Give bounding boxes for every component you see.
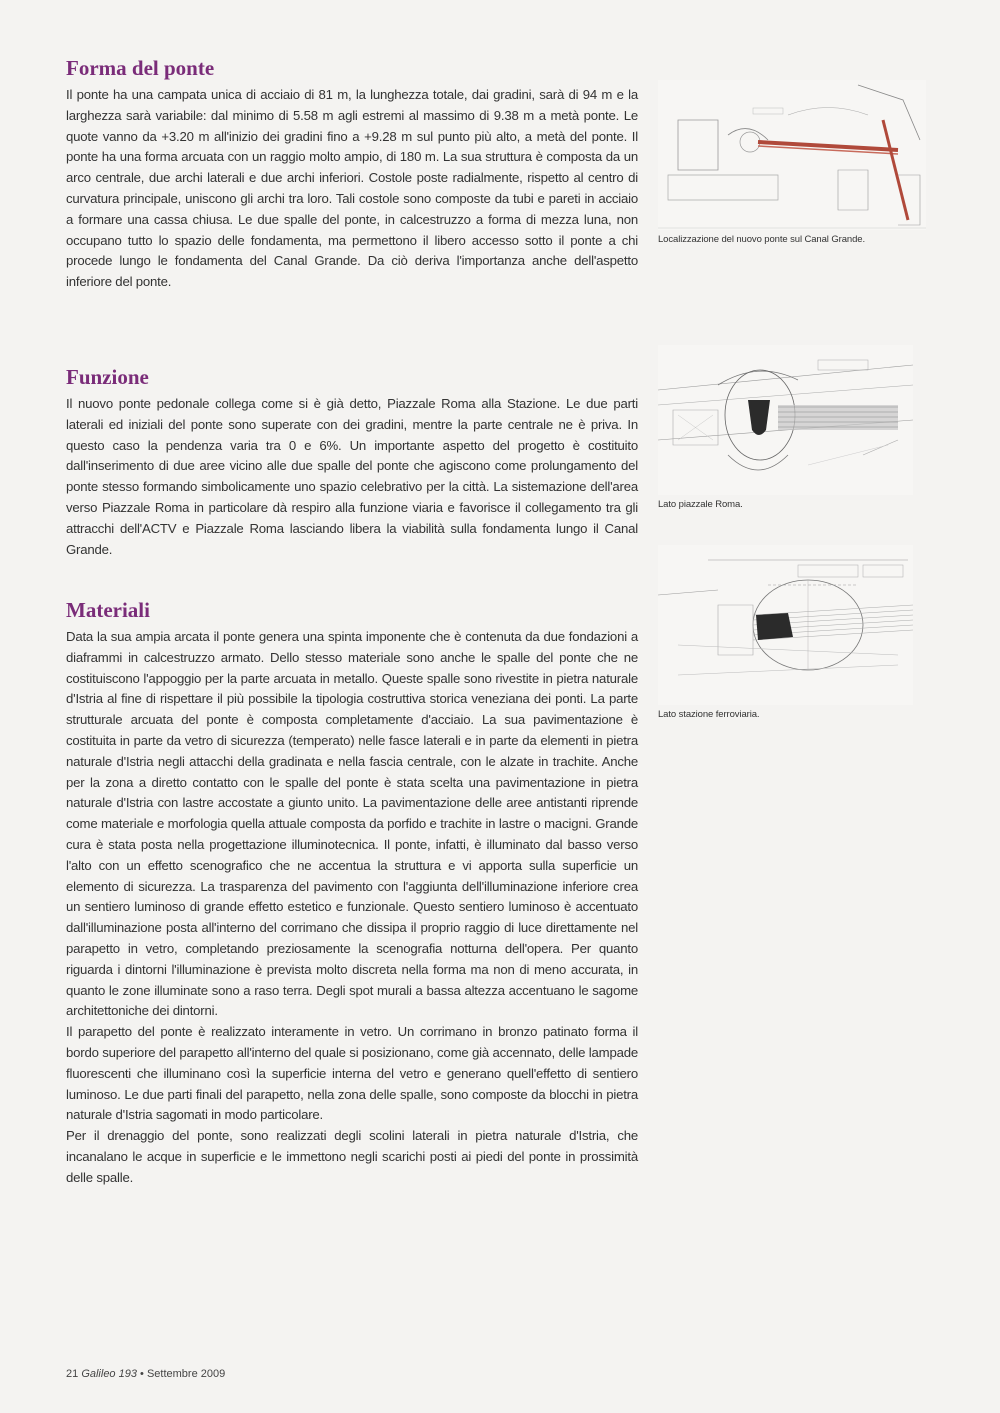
figure-caption: Lato stazione ferroviaria. — [658, 709, 760, 720]
section-heading: Forma del ponte — [66, 56, 215, 80]
figure-bridge-location — [658, 80, 926, 245]
section-paragraph: Il ponte ha una campata unica di acciaio di 81 m, la lunghezza totale, dai gradini, sarà di 94 m e la larghezza sarà variabile: dal minimo di 5.58 m agli estremi al massimo di 9.38 m a metà ponte. Le quote vanno da +3.20 m all'inizio dei gradini fino a +9.28 m sul punto più alto, a metà del ponte. Il ponte ha una forma arcuata con un raggio molto ampio, di 180 m. La sua struttura è composta da un arco centrale, due archi laterali e due archi inferiori. Costole poste radialmente, rispetto al centro di curvatura principale, uniscono gli archi tra loro. Tali costole sono composte da tubi e pareti in acciaio a formare una cassa chiusa. Le due spalle del ponte, in calcestruzzo a forma di mezza luna, non occupano tutto lo spazio delle fondamenta, ma permettono il libero accesso sotto il ponte a chi procede lungo le fondamenta del Canal Grande. Da ciò deriva l'importanza anche dell'aspetto inferiore del ponte. — [66, 87, 638, 290]
section-paragraph: Il parapetto del ponte è realizzato interamente in vetro. Un corrimano in bronzo patinato forma il bordo superiore del parapetto all'interno del quale si posizionano, come già accennato, delle lampade fluorescenti che illuminano così la superficie interna del vetro e generano quell'effetto di sentiero luminoso. Le due parti finali del parapetto, nella zona delle spalle, sono composte da blocchi in pietra naturale d'Istria sagomati in modo particolare. — [66, 1024, 638, 1123]
stazione-drawing — [658, 545, 913, 705]
section-heading: Funzione — [66, 365, 149, 389]
magazine-name: Galileo 193 — [81, 1368, 137, 1380]
section-heading: Materiali — [66, 598, 150, 622]
figure-piazzale-roma-side — [658, 345, 926, 510]
section-paragraph: Data la sua ampia arcata il ponte genera una spinta imponente che è contenuta da due fondazioni a diaframmi in calcestruzzo armato. Dello stesso materiale sono anche le spalle del ponte che ne costituiscono l'appoggio per la parte arcuata in metallo. Queste spalle sono rivestite in pietra naturale d'Istria al fine di rispettare il più possibile la tipologia costruttiva storica veneziana dei ponti. La parte strutturale arcuata del ponte è composta completamente d'acciaio. La sua pavimentazione è costituita in parte da vetro di sicurezza (temperato) nelle fasce laterali e in parte da elementi in pietra naturale d'Istria negli attacchi della gradinata e nella fascia centrale, con le alzate in trachite. Anche per la zona a diretto contatto con le spalle del ponte è stata scelta una pavimentazione in pietra naturale d'Istria con lastre accostate a giunto unito. La pavimentazione delle aree antistanti riprende come materiale e morfologia quella attuale composta da porfido e trachite in lastre o macigni. Grande cura è stata posta nella progettazione illuminotecnica. Il ponte, infatti, è illuminato dal basso verso l'alto con un effetto scenografico che ne accentua la struttura e vi apporta sulla superficie un elemento di sicurezza. La trasparenza del pavimento con l'aggiunta dell'illuminazione inferiore crea un sentiero luminoso di grande effetto estetico e funzionale. Questo sentiero luminoso è accentuato dall'illuminazione posta all'interno del corrimano che dissipa il proprio raggio di luce direttamente nel parapetto in vetro, completando preziosamente la scenografia notturna dell'opera. Per quanto riguarda i dintorni l'illuminazione è prevista molto discreta nella forma ma non di meno accurata, in quanto le zone illuminate sono a raso terra. Degli spot murali a bassa altezza accentuano le sagome architettoniche dei dintorni. — [66, 629, 638, 1019]
figure-stazione-side — [658, 545, 926, 720]
section-materiali — [66, 597, 638, 1189]
page-footer — [66, 1368, 225, 1380]
section-forma-del-ponte — [66, 55, 638, 293]
page-number: 21 — [66, 1368, 79, 1380]
piazzale-roma-drawing — [658, 345, 913, 495]
footer-separator: • — [140, 1368, 144, 1380]
section-paragraph: Il nuovo ponte pedonale collega come si è già detto, Piazzale Roma alla Stazione. Le due parti laterali ed iniziali del ponte sono superate con dei gradini, mentre la parte centrale ne è priva. In questo caso la pendenza varia tra 0 e 6%. Un importante aspetto del progetto è costituito dall'inserimento di due aree vicino alle due spalle del ponte che agiscono come prolungamento del ponte stesso formando simbolicamente uno spazio celebrativo per la città. La sistemazione dell'area verso Piazzale Roma in particolare dà respiro alla funzione viaria e favorisce il collegamento tra gli attracchi dell'ACTV e Piazzale Roma lasciando libera la viabilità sulla fondamenta lungo il Canal Grande. — [66, 396, 638, 557]
figure-caption: Localizzazione del nuovo ponte sul Canal Grande. — [658, 234, 865, 245]
bridge-location-drawing — [658, 80, 926, 230]
section-funzione — [66, 364, 638, 560]
issue-date: Settembre 2009 — [146, 1368, 226, 1380]
figure-caption: Lato piazzale Roma. — [658, 499, 743, 510]
section-paragraph: Per il drenaggio del ponte, sono realizzati degli scolini laterali in pietra naturale d'Istria, che incanalano le acque in superficie e le immettono negli scarichi posti ai piedi del ponte in prossimità delle spalle. — [66, 1128, 638, 1185]
